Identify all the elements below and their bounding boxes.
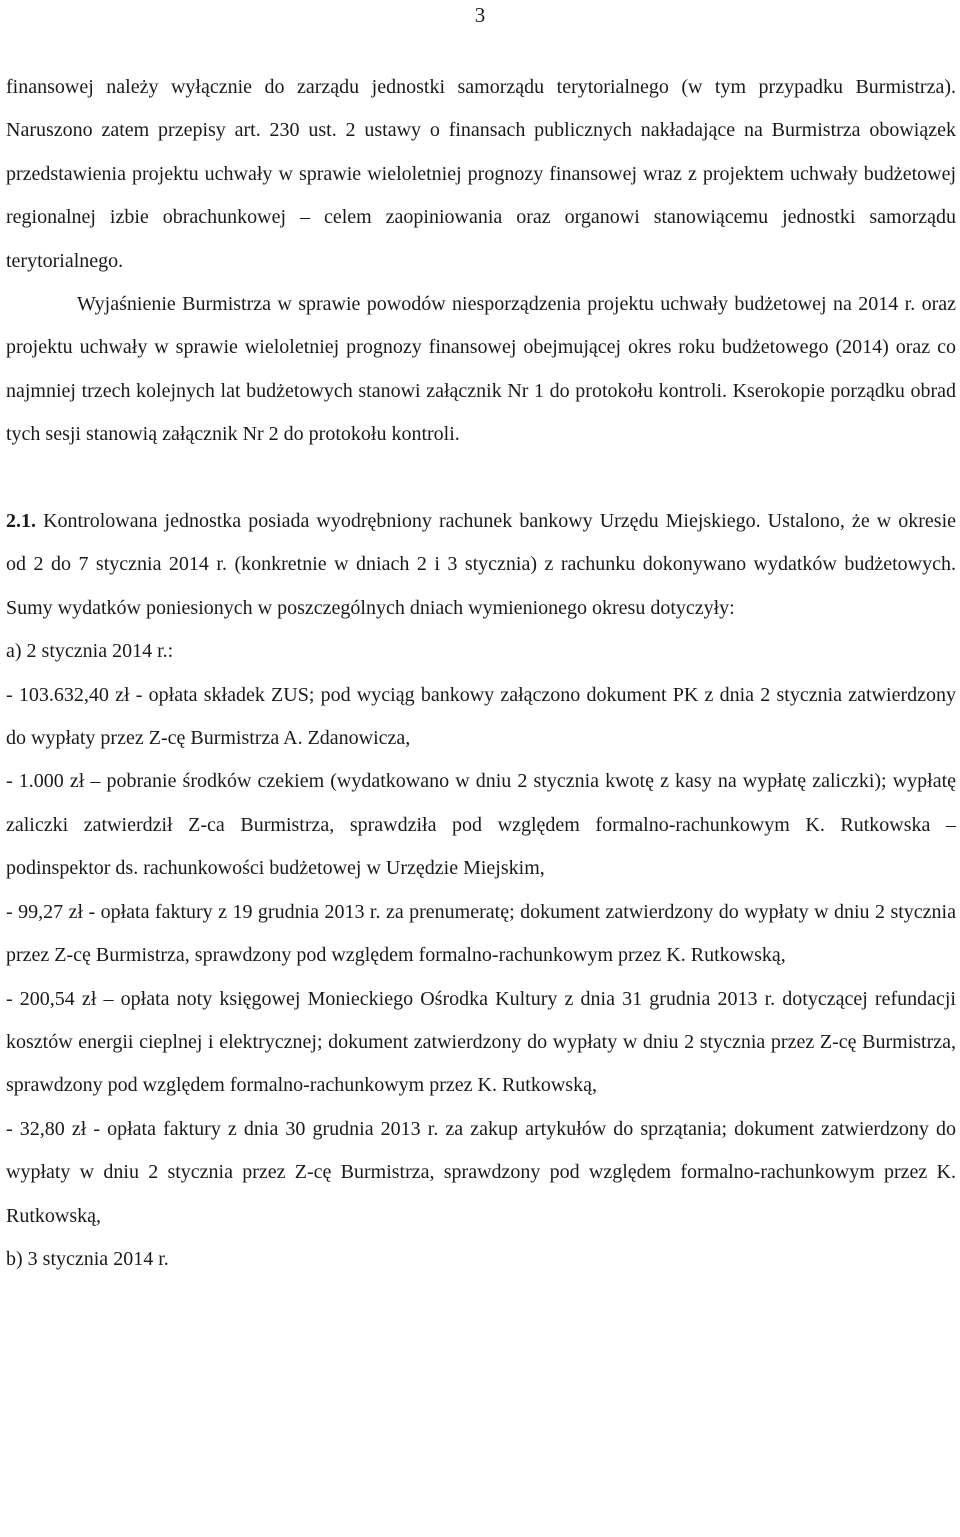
list-label-a: a) 2 stycznia 2014 r.:	[6, 640, 174, 663]
list-item: - 200,54 zł – opłata noty księgowej Monieckiego Ośrodka Kultury z dnia 31 grudnia 2013 r. dotyczącej refundacji kosztów energii cieplnej i elektrycznej; dokument zatwierdzony do wypłaty w dniu 2 stycznia przez Z-cę Burmistrza, sprawdzony pod względem formalno-rachunkowym przez K. Rutkowską,	[6, 987, 956, 1097]
paragraph-gap	[6, 457, 956, 500]
list-item: - 1.000 zł – pobranie środków czekiem (wydatkowano w dniu 2 stycznia kwotę z kasy na wypłatę zaliczki); wypłatę zaliczki zatwierdził Z-ca Burmistrza, sprawdziła pod względem formalno-rachunkowym K. Rutkowska – podinspektor ds. rachunkowości budżetowej w Urzędzie Miejskim,	[6, 770, 956, 880]
list-item: - 32,80 zł - opłata faktury z dnia 30 grudnia 2013 r. za zakup artykułów do sprzątania; dokument zatwierdzony do wypłaty w dniu 2 stycznia przez Z-cę Burmistrza, sprawdzony pod względem formalno-rachunkowym przez K. Rutkowską,	[6, 1117, 956, 1227]
document-body	[6, 66, 956, 1281]
section-text: Kontrolowana jednostka posiada wyodrębniony rachunek bankowy Urzędu Miejskiego. Ustalono, że w okresie od 2 do 7 stycznia 2014 r. (konkretnie w dniach 2 i 3 stycznia) z rachunku dokonywano wydatków budżetowych. Sumy wydatków poniesionych w poszczególnych dniach wymienionego okresu dotyczyły:	[6, 510, 957, 619]
paragraph-1: finansowej należy wyłącznie do zarządu jednostki samorządu terytorialnego (w tym przypadku Burmistrza). Naruszono zatem przepisy art. 230 ust. 2 ustawy o finansach publicznych nakładające na Burmistrza obowiązek przedstawienia projektu uchwały w sprawie wieloletniej prognozy finansowej wraz z projektem uchwały budżetowej regionalnej izbie obrachunkowej – celem zaopiniowania oraz organowi stanowiącemu jednostki samorządu terytorialnego.	[6, 76, 956, 272]
list-label-b: b) 3 stycznia 2014 r.	[6, 1247, 169, 1270]
section-2-1	[6, 500, 956, 630]
list-item: - 103.632,40 zł - opłata składek ZUS; pod wyciąg bankowy załączono dokument PK z dnia 2 stycznia zatwierdzony do wypłaty przez Z-cę Burmistrza A. Zdanowicza,	[6, 683, 956, 750]
paragraph-2: Wyjaśnienie Burmistrza w sprawie powodów niesporządzenia projektu uchwały budżetowej na 2014 r. oraz projektu uchwały w sprawie wieloletniej prognozy finansowej obejmującej okres roku budżetowego (2014) oraz co najmniej trzech kolejnych lat budżetowych stanowi załącznik Nr 1 do protokołu kontroli. Kserokopie porządku obrad tych sesji stanowią załącznik Nr 2 do protokołu kontroli.	[6, 293, 956, 446]
section-number: 2.1.	[6, 510, 36, 533]
page-number: 3	[474, 3, 486, 27]
list-item: - 99,27 zł - opłata faktury z 19 grudnia 2013 r. za prenumeratę; dokument zatwierdzony do wypłaty w dniu 2 stycznia przez Z-cę Burmistrza, sprawdzony pod względem formalno-rachunkowym przez K. Rutkowską,	[6, 900, 956, 967]
